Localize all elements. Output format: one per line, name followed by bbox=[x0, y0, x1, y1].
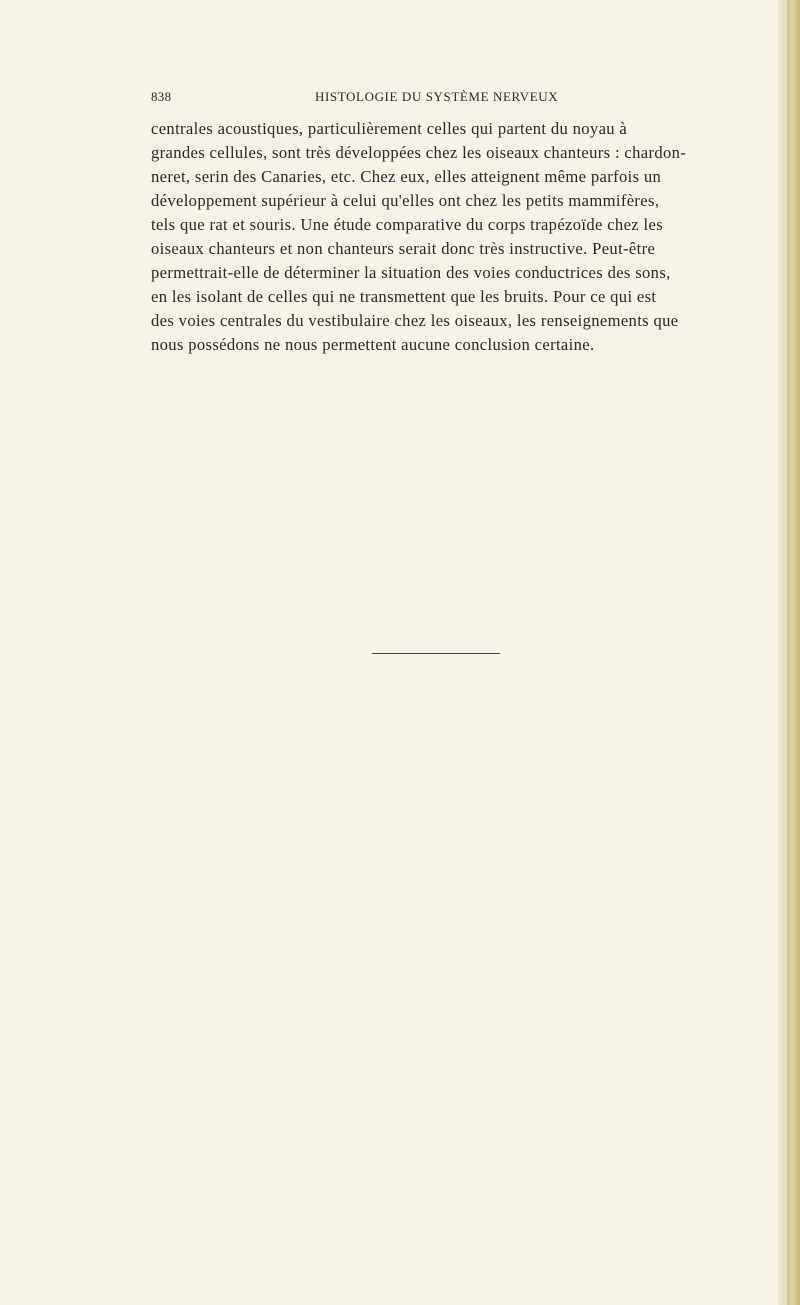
text-line: en les isolant de celles qui ne transmettent que les bruits. Pour ce qui est bbox=[151, 287, 657, 306]
text-line: des voies centrales du vestibulaire chez les oiseaux, les renseignements que bbox=[151, 311, 679, 330]
page-number: 838 bbox=[151, 89, 172, 104]
page-edge-shadow bbox=[787, 0, 790, 1305]
page-header bbox=[151, 89, 751, 109]
text-line: neret, serin des Canaries, etc. Chez eux, elles atteignent même parfois un bbox=[151, 167, 662, 186]
text-line: permettrait-elle de déterminer la situation des voies conductrices des sons, bbox=[151, 263, 671, 282]
text-line: centrales acoustiques, particulièrement celles qui partent du noyau à bbox=[151, 119, 628, 138]
running-title: HISTOLOGIE DU SYSTÈME NERVEUX bbox=[315, 89, 559, 104]
text-line: oiseaux chanteurs et non chanteurs serait donc très instructive. Peut-être bbox=[151, 239, 656, 258]
text-line: tels que rat et souris. Une étude comparative du corps trapézoïde chez les bbox=[151, 215, 663, 234]
body-paragraph bbox=[151, 117, 761, 357]
text-line: grandes cellules, sont très développées chez les oiseaux chanteurs : chardon- bbox=[151, 143, 687, 162]
text-line: nous possédons ne nous permettent aucune conclusion certaine. bbox=[151, 335, 595, 354]
section-end-rule bbox=[372, 653, 500, 654]
text-line: développement supérieur à celui qu'elles ont chez les petits mammifères, bbox=[151, 191, 660, 210]
